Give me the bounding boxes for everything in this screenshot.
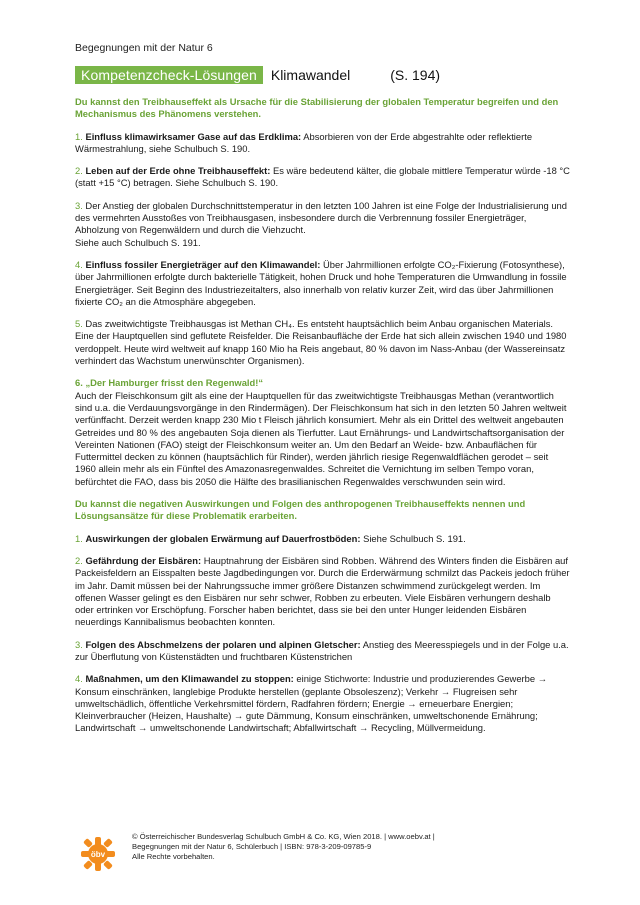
- answer-title: Einfluss fossiler Energieträger auf den Klimawandel:: [85, 258, 321, 270]
- answer-reference: Siehe auch Schulbuch S. 191.: [75, 236, 201, 248]
- answer-b4: [75, 673, 570, 734]
- answer-number: 1.: [75, 130, 83, 142]
- answer-title: „Der Hamburger frisst den Regenwald!“: [85, 377, 264, 389]
- answer-title: Maßnahmen, um den Klimawandel zu stoppen:: [85, 673, 294, 685]
- answer-body: Anstieg des Meeresspiegels und in der Folge u.a. zur Überflutung von Küstenstädten und fruchtbaren Küstenstrichen: [75, 638, 569, 662]
- answer-2: [75, 165, 570, 190]
- oebv-logo-icon: [80, 836, 116, 872]
- answer-number: 3.: [75, 199, 83, 211]
- answer-number: 2.: [75, 165, 83, 177]
- footer-line-2: Begegnungen mit der Natur 6, Schülerbuch | ISBN: 978-3-209-09785-9: [132, 842, 372, 851]
- answer-title: Leben auf der Erde ohne Treibhauseffekt:: [85, 165, 271, 177]
- answer-body: Der Anstieg der globalen Durchschnittstemperatur in den letzten 100 Jahren ist eine Folge der Industrialisierung und des vermehrten Ausstoßes von Treibhausgasen, insbesondere durch die Verbrennung fossiler Energieträger, Abholzung von Regenwäldern und durch die Viehzucht.: [75, 199, 567, 236]
- answer-number: 2.: [75, 554, 83, 566]
- answer-b2: [75, 555, 570, 629]
- answer-body: Es wäre bedeutend kälter, die globale mittlere Temperatur würde -18 °C (statt +15 °C) betragen. Siehe Schulbuch S. 190.: [75, 165, 570, 189]
- footer-line-3: Alle Rechte vorbehalten.: [132, 852, 215, 861]
- answer-number: 4.: [75, 258, 83, 270]
- answer-b3: [75, 639, 570, 664]
- answer-number: 6.: [75, 377, 83, 389]
- answer-3: [75, 200, 570, 249]
- answer-number: 4.: [75, 673, 83, 685]
- answer-body: Hauptnahrung der Eisbären sind Robben. Während des Winters finden die Eisbären auf Packeisfeldern an Eisspalten beste Jagdbedingungen vor. Durch die Erderwärmung schmilzt das Packeis jedoch früher im Jahr. Damit müssen bei der Nahrungssuche immer größere Distanzen schwimmend zurückgelegt werden. Im offenen Wasser gelingt es den Eisbären nur sehr schwer, Robben zu erbeuten. Viele Eisbären verhungern deshalb oder ertrinken vor Erschöpfung. Forscher haben berichtet, dass sie bei den unter Hunger leidenden Eisbären neuerdings Kannibalismus beobachten konnten.: [75, 554, 570, 628]
- answer-b1: [75, 533, 570, 545]
- answer-6: [75, 377, 570, 488]
- footer-copyright: [132, 832, 435, 862]
- logo-text: öbv: [90, 850, 106, 859]
- topic-title: Klimawandel: [270, 67, 351, 83]
- competence-intro-2: Du kannst die negativen Auswirkungen und Folgen des anthropogenen Treibhauseffekts nennen und Lösungsansätze für diese Problematik erarbeiten.: [75, 498, 526, 522]
- title-row: [75, 66, 440, 84]
- main-content: [75, 96, 570, 745]
- answer-body: Über Jahrmillionen erfolgte CO₂-Fixierung (Fotosynthese), über Jahrmillionen erfolgte durch bakterielle Tätigkeit, hohen Druck und hohe Temperaturen die Umwandlung in fossile Energieträger. Seit Beginn des Industriezeitalters, also innerhalb von relativ kurzer Zeit, wird das über Jahrmillionen fixierte CO₂ an die Atmosphäre abgegeben.: [75, 258, 567, 307]
- answer-4: [75, 259, 570, 308]
- answer-body: Auch der Fleischkonsum gilt als eine der Hauptquellen für das zweitwichtigste Treibhausgas Methan (verantwortlich sind u.a. die Verdauungsvorgänge in den Rindermägen). Der Fleischkonsum hat sich in den letzten 50 Jahren weltweit verfünffacht. Derzeit werden knapp 230 Mio t Fleisch jährlich konsumiert. Mehr als ein Drittel des weltweit angebauten Getreides und 80 % des angebauten Soja dienen als Tierfutter. Laut Ernährungs- und Landwirtschaftsorganisation der Vereinten Nationen (FAO) steigt der Fleischkonsum weiter an. Um den Bedarf an Weide- bzw. Anbauflächen für Futtermittel decken zu können (hauptsächlich für Rinder), werden jährlich riesige Regenwaldflächen gerodet – seit 1960 allein mehr als ein Fünftel des Amazonasregenwaldes. Schreitet die Vernichtung im selben Tempo voran, befürchtet die FAO, dass bis 2050 die Hälfte des brasilianischen Regenwaldes verschwunden sein wird.: [75, 389, 567, 487]
- answer-title: Folgen des Abschmelzens der polaren und alpinen Gletscher:: [85, 638, 361, 650]
- page-footer: [80, 832, 560, 872]
- answer-number: 1.: [75, 532, 83, 544]
- answer-body: einige Stichworte: Industrie und produzierendes Gewerbe → Konsum einschränken, langlebige Produkte herstellen (geplante Obsoleszenz); Verkehr → Flugreisen sehr umweltschädlich, öffentliche Verkehrsmittel fördern, Radfahren fördern; Energie → erneuerbare Energien; Kleinverbraucher (Heizen, Haushalte) → gute Dämmung, Konsum einschränken, umweltschonende Ernährung; Landwirtschaft → umweltschonende Landwirtschaft; Abfallwirtschaft → Recycling, Müllvermeidung.: [75, 673, 548, 734]
- answer-title: Auswirkungen der globalen Erwärmung auf Dauerfrostböden:: [85, 532, 361, 544]
- answer-1: [75, 131, 570, 156]
- page-reference: (S. 194): [390, 67, 441, 83]
- competence-intro-1: Du kannst den Treibhauseffekt als Ursache für die Stabilisierung der globalen Temperatur begreifen und den Mechanismus des Phänomens verstehen.: [75, 96, 559, 120]
- footer-line-1: © Österreichischer Bundesverlag Schulbuch GmbH & Co. KG, Wien 2018. | www.oebv.at |: [132, 832, 435, 841]
- book-header: Begegnungen mit der Natur 6: [75, 42, 213, 54]
- section-title-badge: Kompetenzcheck-Lösungen: [75, 66, 263, 84]
- answer-body: Absorbieren von der Erde abgestrahlte oder reflektierte Wärmestrahlung, siehe Schulbuch S. 190.: [75, 130, 533, 154]
- answer-number: 3.: [75, 638, 83, 650]
- answer-body: Siehe Schulbuch S. 191.: [360, 532, 466, 544]
- answer-title: Einfluss klimawirksamer Gase auf das Erdklima:: [85, 130, 302, 142]
- answer-5: [75, 318, 570, 367]
- answer-title: Gefährdung der Eisbären:: [85, 554, 202, 566]
- answer-number: 5.: [75, 318, 83, 330]
- answer-body: Das zweitwichtigste Treibhausgas ist Methan CH₄. Es entsteht hauptsächlich beim Anbau organischen Materials. Eine der Hauptquellen sind geflutete Reisfelder. Die Reisanbaufläche der Erde hat sich allein zwischen 1940 und 1980 verdoppelt. Heute wird weltweit auf knapp 160 Mio ha Reis angebaut, 80 % davon im Nass-Anbau (der Wassereinsatz verhindert das Wachstum unerwünschter Organismen).: [75, 318, 567, 367]
